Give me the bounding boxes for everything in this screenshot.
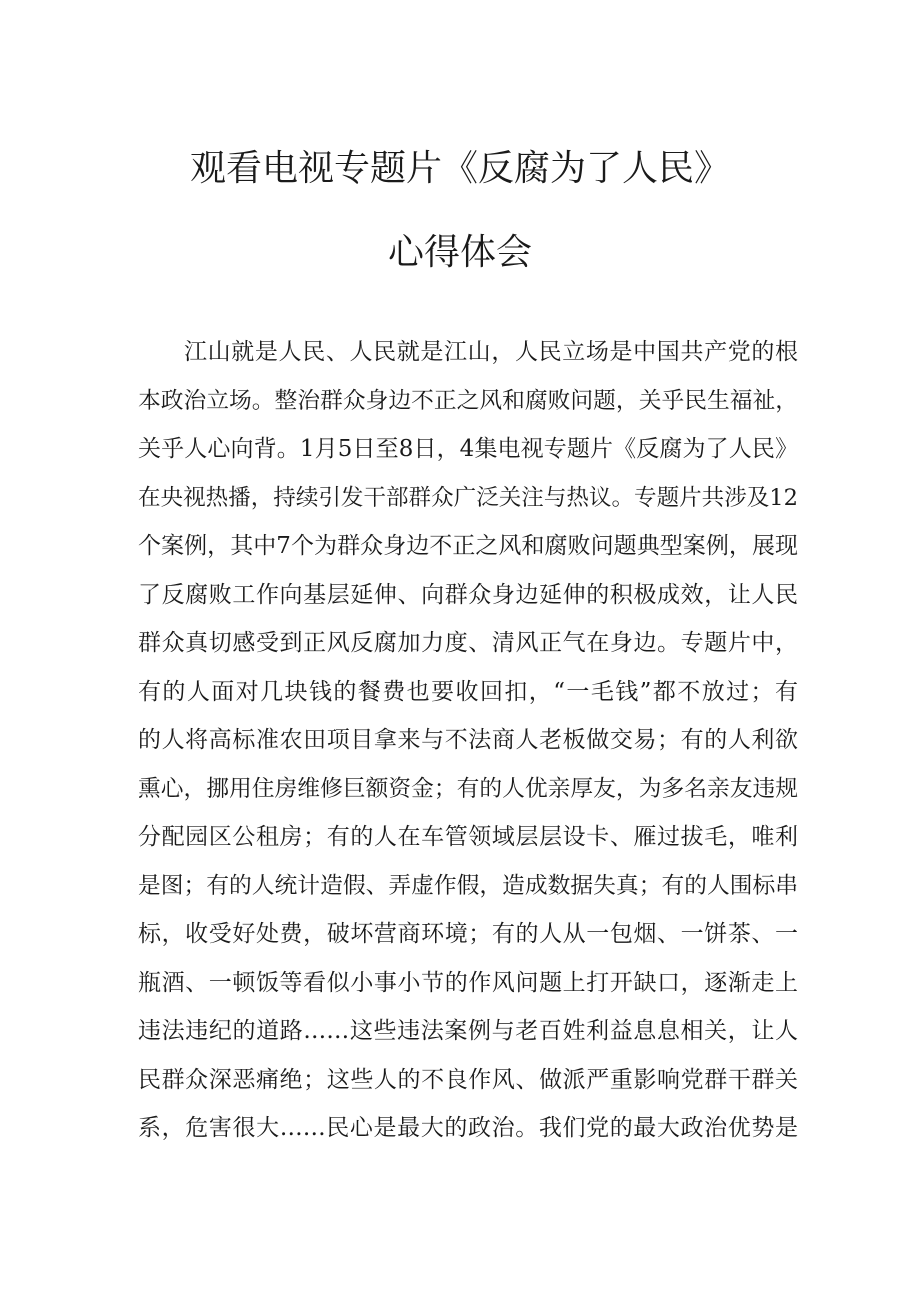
paragraph-line: 的人将高标准农田项目拿来与不法商人老板做交易；有的人利欲 (138, 727, 798, 753)
paragraph-line: 有的人面对几块钱的餐费也要收回扣，“一毛钱”都不放过；有 (138, 678, 798, 705)
paragraph-line: 熏心，挪用住房维修巨额资金；有的人优亲厚友，为多名亲友违规 (138, 775, 798, 802)
paragraph-line: 瓶酒、一顿饭等看似小事小节的作风问题上打开缺口，逐渐走上 (138, 969, 798, 996)
paragraph-line: 在央视热播，持续引发干部群众广泛关注与热议。专题片共涉及12 (138, 484, 798, 511)
document-subtitle: 心得体会 (387, 232, 532, 273)
paragraph-line: 民群众深恶痛绝；这些人的不良作风、做派严重影响党群干群关 (138, 1066, 798, 1093)
body-paragraph (138, 328, 798, 1153)
paragraph-line: 系，危害很大……民心是最大的政治。我们党的最大政治优势是 (138, 1115, 798, 1141)
paragraph-line: 关乎人心向背。1月5日至8日，4集电视专题片《反腐为了人民》 (138, 436, 798, 462)
paragraph-line: 个案例，其中7个为群众身边不正之风和腐败问题典型案例，展现 (138, 533, 798, 559)
paragraph-line: 群众真切感受到正风反腐加力度、清风正气在身边。专题片中， (138, 630, 798, 656)
document-title: 观看电视专题片《反腐为了人民》 (189, 148, 730, 189)
paragraph-line: 了反腐败工作向基层延伸、向群众身边延伸的积极成效，让人民 (138, 581, 798, 608)
paragraph-line: 违法违纪的道路……这些违法案例与老百姓利益息息相关，让人 (138, 1018, 798, 1044)
paragraph-line: 分配园区公租房；有的人在车管领域层层设卡、雁过拔毛，唯利 (138, 824, 798, 850)
paragraph-line: 本政治立场。整治群众身边不正之风和腐败问题，关乎民生福祉， (138, 387, 798, 414)
paragraph-line: 标，收受好处费，破坏营商环境；有的人从一包烟、一饼茶、一 (138, 921, 798, 947)
paragraph-line: 是图；有的人统计造假、弄虚作假，造成数据失真；有的人围标串 (138, 872, 798, 899)
paragraph-line: 江山就是人民、人民就是江山，人民立场是中国共产党的根 (184, 339, 798, 365)
